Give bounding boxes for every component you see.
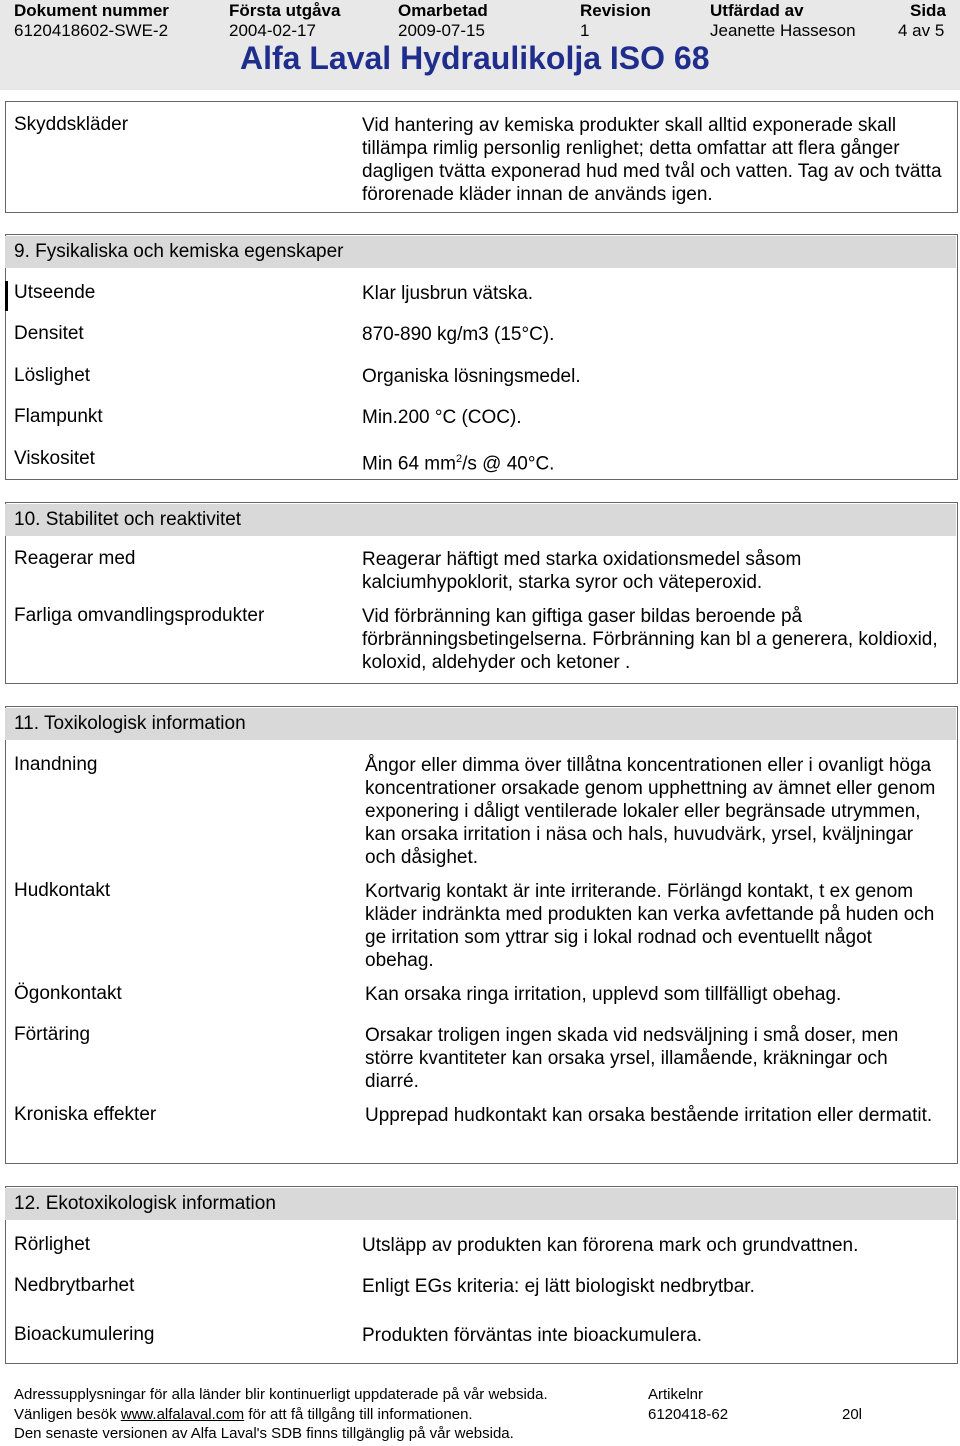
- footer-line-3: Den senaste versionen av Alfa Laval's SDB finns tillgänglig på vår websida.: [14, 1425, 514, 1442]
- footer-info-text: för att få tillgång till informationen.: [248, 1406, 473, 1423]
- viscosity-exponent: 2: [455, 453, 463, 465]
- skin-contact-value: Kortvarig kontakt är inte irriterande. Förlängd kontakt, t ex genom kläder indränkta med produkten kan verka avfettande på huden och ge irritation som yttrar sig i lokal rodnad och eventuellt något obehag.: [365, 881, 935, 971]
- viscosity-value-unit: /s @ 40°C.: [462, 453, 555, 475]
- reacts-with-label: Reagerar med: [14, 548, 136, 569]
- flash-point-value: Min.200 °C (COC).: [362, 407, 522, 428]
- solubility-label: Löslighet: [14, 365, 91, 386]
- document-title: Alfa Laval Hydraulikolja ISO 68: [240, 40, 710, 76]
- hazardous-products-value: Vid förbränning kan giftiga gaser bildas beroende på förbränningsbetingelserna. Förbränning kan bl a generera, koldioxid, koloxid, aldehyder och ketoner .: [362, 606, 938, 673]
- inhalation-value: Ångor eller dimma över tillåtna koncentrationen eller i ovanligt höga koncentrationer orsakade genom upphettning av ämnet eller genom exponering i dåligt ventilerade lokaler eller begränsade utrymmen, kan orsaka irritation i näsa och hals, huvudvärk, yrsel, kväljningar och dåsighet.: [365, 755, 936, 868]
- first-edition-value: 2004-02-17: [229, 21, 316, 40]
- revised-label: Omarbetad: [398, 1, 488, 20]
- protective-clothing-label: Skyddskläder: [14, 114, 129, 135]
- page-value: 4 av 5: [898, 21, 945, 40]
- chronic-effects-label: Kroniska effekter: [14, 1104, 157, 1125]
- mobility-value: Utsläpp av produkten kan förorena mark och grundvattnen.: [362, 1235, 859, 1256]
- viscosity-value: [362, 448, 942, 475]
- ingestion-value: Orsakar troligen ingen skada vid nedsväljning i små doser, men större kvantiteter kan orsaka yrsel, illamående, kräkningar och diarré.: [365, 1025, 899, 1092]
- flash-point-label: Flampunkt: [14, 406, 103, 427]
- issued-by-label: Utfärdad av: [710, 1, 804, 20]
- eye-contact-label: Ögonkontakt: [14, 983, 122, 1004]
- protective-clothing-value: Vid hantering av kemiska produkter skall alltid exponerade skall tillämpa rimlig personlig renlighet; detta omfattar att flera gånger dagligen tvätta exponerad hud med tvål och vatten. Tag av och tvätta förorenade kläder innan de används igen.: [362, 115, 942, 205]
- appearance-label: Utseende: [14, 282, 96, 303]
- section-12-title: 12. Ekotoxikologisk information: [5, 1188, 956, 1220]
- mobility-label: Rörlighet: [14, 1234, 91, 1255]
- cursor-bar: [5, 281, 8, 311]
- revised-value: 2009-07-15: [398, 21, 485, 40]
- hazardous-products-label: Farliga omvandlingsprodukter: [14, 605, 265, 626]
- footer-visit-text: Vänligen besök: [14, 1406, 117, 1423]
- website-link[interactable]: www.alfalaval.com: [120, 1406, 245, 1423]
- article-code: 20l: [842, 1406, 863, 1423]
- document-header: [0, 0, 960, 90]
- section-9-box: [5, 234, 958, 480]
- degradability-label: Nedbrytbarhet: [14, 1275, 135, 1296]
- skin-contact-label: Hudkontakt: [14, 880, 111, 901]
- solubility-value: Organiska lösningsmedel.: [362, 366, 581, 387]
- footer-line-2: [14, 1406, 473, 1423]
- doc-number-value: 6120418602-SWE-2: [14, 21, 169, 40]
- density-value: 870-890 kg/m3 (15°C).: [362, 324, 555, 345]
- eye-contact-value: Kan orsaka ringa irritation, upplevd som tillfälligt obehag.: [365, 984, 842, 1005]
- appearance-value: Klar ljusbrun vätska.: [362, 283, 534, 304]
- section-9-title: 9. Fysikaliska och kemiska egenskaper: [5, 236, 956, 268]
- inhalation-label: Inandning: [14, 754, 98, 775]
- issued-by-value: Jeanette Hasseson: [710, 21, 856, 40]
- degradability-value: Enligt EGs kriteria: ej lätt biologiskt nedbrytbar.: [362, 1276, 755, 1297]
- section-11-title: 11. Toxikologisk information: [5, 708, 956, 740]
- revision-value: 1: [580, 21, 590, 40]
- footer-line-1: Adressupplysningar för alla länder blir kontinuerligt uppdaterade på vår websida.: [14, 1386, 548, 1403]
- revision-label: Revision: [580, 1, 651, 20]
- viscosity-value-main: Min 64 mm: [362, 453, 456, 475]
- article-label: Artikelnr: [648, 1386, 704, 1403]
- article-number: 6120418-62: [648, 1406, 729, 1423]
- bioaccumulation-label: Bioackumulering: [14, 1324, 155, 1345]
- section-10-title: 10. Stabilitet och reaktivitet: [5, 504, 956, 536]
- ingestion-label: Förtäring: [14, 1024, 91, 1045]
- chronic-effects-value: Upprepad hudkontakt kan orsaka bestående irritation eller dermatit.: [365, 1105, 933, 1126]
- viscosity-label: Viskositet: [14, 448, 95, 469]
- bioaccumulation-value: Produkten förväntas inte bioackumulera.: [362, 1325, 703, 1346]
- density-label: Densitet: [14, 323, 84, 344]
- first-edition-label: Första utgåva: [229, 1, 341, 20]
- doc-number-label: Dokument nummer: [14, 1, 169, 20]
- reacts-with-value: Reagerar häftigt med starka oxidationsmedel såsom kalciumhypoklorit, starka syror och väteperoxid.: [362, 549, 802, 593]
- page-label: Sida: [910, 1, 946, 20]
